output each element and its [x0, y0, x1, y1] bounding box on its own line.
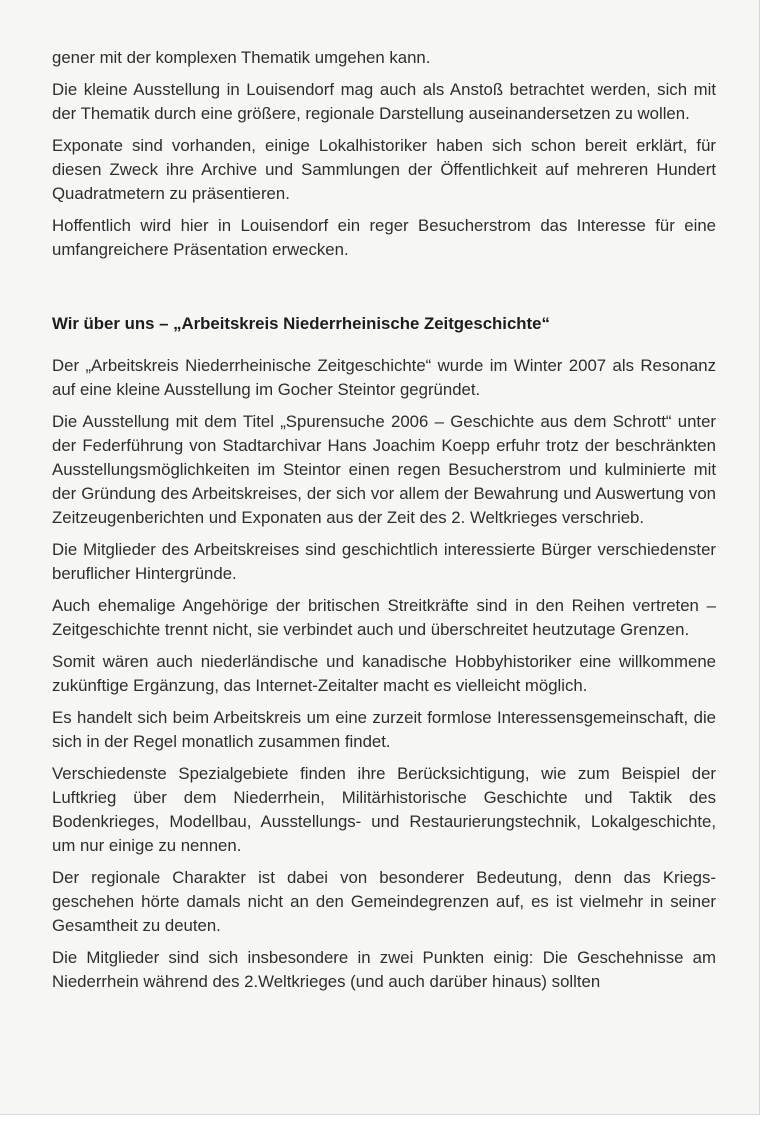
- section-paragraph-5: Somit wären auch niederländische und kanadische Hobbyhistoriker eine willkommene zukünftige Ergänzung, das Internet-Zeitalter macht es vielleicht möglich.: [52, 652, 716, 695]
- section-paragraph-3: Die Mitglieder des Arbeitskreises sind geschichtlich interessierte Bürger verschiedenster beruflicher Hintergründe.: [52, 540, 716, 583]
- section-paragraph-7: Verschiedenste Spezialgebiete finden ihre Berücksichtigung, wie zum Beispiel der Luftkrieg über dem Niederrhein, Militärhistorische Geschichte und Taktik des Bodenkrieges, Modellbau, Ausstellungs- und Restaurierungstechnik, Lokalgeschichte, um nur einige zu nennen.: [52, 764, 716, 855]
- intro-paragraph-1: gener mit der komplexen Thematik umgehen kann.: [52, 48, 431, 67]
- document-body: [52, 46, 716, 1002]
- section-paragraph-9: Die Mitglieder sind sich insbesondere in zwei Punkten einig: Die Geschehnisse am Niederrhein während des 2.Weltkrieges (und auch darüber hinaus) sollten: [52, 948, 716, 991]
- section-paragraph-2: Die Ausstellung mit dem Titel „Spurensuche 2006 – Geschichte aus dem Schrott“ unter der Federführung von Stadtarchivar Hans Joachim Koepp erfuhr trotz der beschränkten Ausstellungsmöglichkeiten im Steintor einen regen Besucherstrom und kulminierte mit der Gründung des Arbeitskreises, der sich vor allem der Bewahrung und Auswertung von Zeitzeugenberichten und Exponaten aus der Zeit des 2. Weltkrieges verschrieb.: [52, 412, 716, 527]
- section-paragraph-8: Der regionale Charakter ist dabei von besonderer Bedeutung, denn das Kriegsgeschehen hörte damals nicht an den Gemeindegrenzen auf, es ist vielmehr in seiner Gesamtheit zu deuten.: [52, 868, 716, 935]
- section-paragraph-6: Es handelt sich beim Arbeitskreis um eine zurzeit formlose Interessensgemeinschaft, die sich in der Regel monatlich zusammen findet.: [52, 708, 716, 751]
- intro-paragraph-4: Hoffentlich wird hier in Louisendorf ein reger Besucherstrom das Interesse für eine umfangreichere Präsentation erwecken.: [52, 216, 716, 259]
- section-paragraph-1: Der „Arbeitskreis Niederrheinische Zeitgeschichte“ wurde im Winter 2007 als Resonanz auf eine kleine Ausstellung im Gocher Steintor gegründet.: [52, 356, 716, 399]
- intro-paragraph-3: Exponate sind vorhanden, einige Lokalhistoriker haben sich schon bereit erklärt, für diesen Zweck ihre Archive und Sammlungen der Öffentlichkeit auf mehreren Hundert Quadratmetern zu präsentieren.: [52, 136, 716, 203]
- section-paragraph-4: Auch ehemalige Angehörige der britischen Streitkräfte sind in den Reihen vertreten – Zeitgeschichte trennt nicht, sie verbindet auch und überschreitet heutzutage Grenzen.: [52, 596, 716, 639]
- section-heading: Wir über uns – „Arbeitskreis Niederrheinische Zeitgeschichte“: [52, 314, 550, 333]
- intro-paragraph-2: Die kleine Ausstellung in Louisendorf mag auch als Anstoß betrachtet werden, sich mit der Thematik durch eine größere, regionale Darstellung auseinandersetzen zu wollen.: [52, 80, 716, 123]
